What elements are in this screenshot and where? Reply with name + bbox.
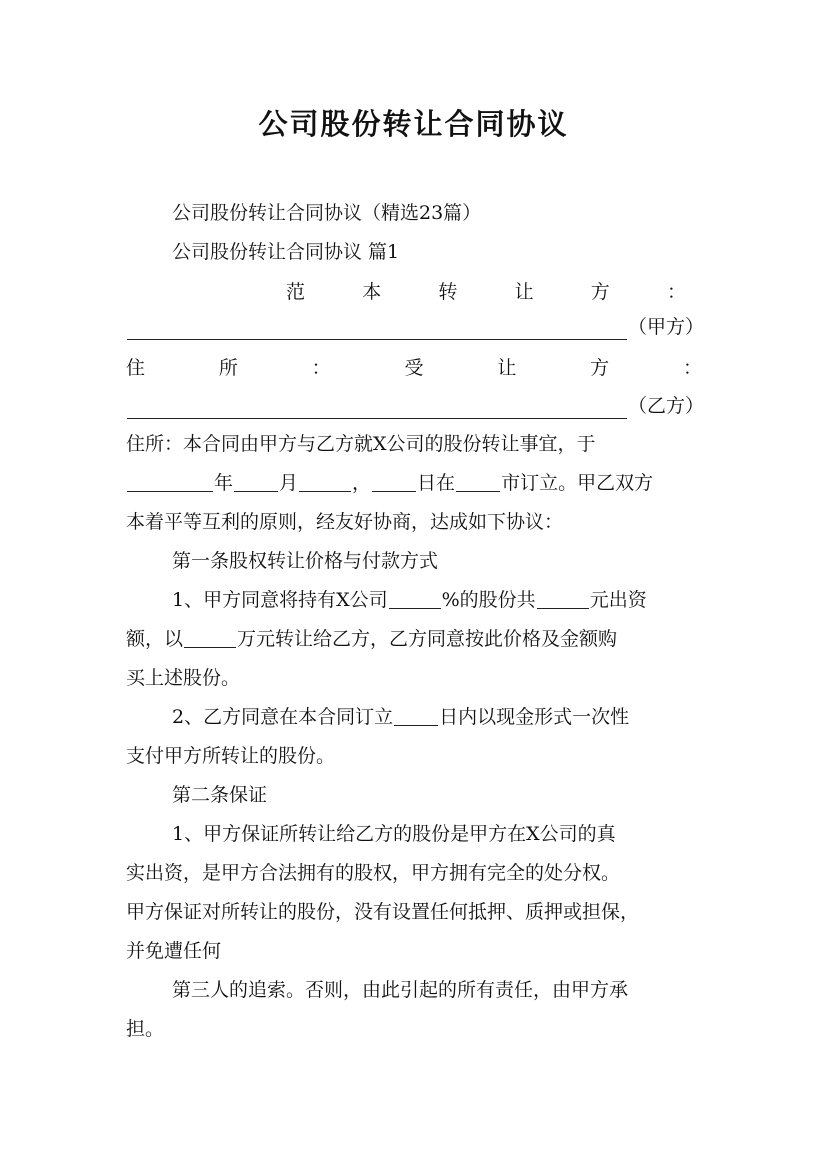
- days-blank: [394, 705, 438, 726]
- transferor-label-row: [286, 279, 686, 305]
- year-label: 年: [214, 472, 234, 494]
- label-char: ：: [311, 357, 331, 379]
- label-char: 本: [362, 281, 382, 303]
- article-2-heading: 第二条保证: [172, 784, 268, 806]
- article-2-clause-1-line-4: 并免遭任何: [126, 940, 222, 962]
- article-2-clause-2-line-2: 担。: [126, 1018, 165, 1040]
- day-blank: [372, 471, 416, 492]
- article-1-clause-1-line-3: 买上述股份。: [126, 667, 241, 689]
- article-1-clause-2-line-1: [172, 704, 702, 730]
- article-2-clause-1-line-3: 甲方保证对所转让的股份，没有设置任何抵押、质押或担保，: [126, 901, 640, 923]
- comma: ，: [352, 472, 372, 494]
- text: 2、乙方同意在本合同订立: [172, 706, 394, 728]
- label-char: 范: [286, 281, 306, 303]
- label-char: 住: [126, 357, 146, 379]
- party-b-name-row: [126, 393, 705, 419]
- price-blank: [184, 627, 236, 648]
- label-char: 方: [590, 357, 610, 379]
- label-char: 让: [497, 357, 517, 379]
- article-2-clause-1-line-2: 实出资，是甲方合法拥有的股权，甲方拥有完全的处分权。: [126, 862, 621, 884]
- party-a-blank: [127, 319, 627, 340]
- month-day-blank: [299, 471, 351, 492]
- subtitle: 公司股份转让合同协议（精选23篇）: [172, 202, 482, 224]
- article-2-clause-2-line-1: 第三人的追索。否则，由此引起的所有责任，由甲方承: [172, 979, 629, 1001]
- day-label: 日在: [417, 472, 456, 494]
- text: 日内以现金形式一次性: [439, 706, 630, 728]
- text: 万元转让给乙方，乙方同意按此价格及金额购: [237, 628, 618, 650]
- article-1-clause-2-line-2: 支付甲方所转让的股份。: [126, 745, 336, 767]
- party-b-suffix: （乙方）: [628, 395, 705, 417]
- text: 额，以: [126, 628, 184, 650]
- label-char: 所: [218, 357, 238, 379]
- party-a-name-row: [126, 314, 705, 340]
- text: 1、甲方同意将持有X公司: [172, 589, 388, 611]
- intro-line-2: [126, 470, 702, 496]
- label-char: ：: [666, 281, 686, 303]
- party-b-blank: [127, 398, 627, 419]
- text: 元出资: [589, 589, 647, 611]
- article-1-clause-1-line-2: [126, 626, 702, 652]
- intro-line-3: 本着平等互利的原则，经友好协商，达成如下协议：: [126, 511, 564, 533]
- capital-blank: [537, 588, 589, 609]
- intro-line-1: 住所：本合同由甲方与乙方就X公司的股份转让事宜，于: [126, 433, 596, 455]
- percent-blank: [389, 588, 441, 609]
- party-a-suffix: （甲方）: [628, 316, 705, 338]
- month-blank: [234, 471, 278, 492]
- label-char: 让: [514, 281, 534, 303]
- label-char: 转: [438, 281, 458, 303]
- city-blank: [456, 471, 500, 492]
- city-label: 市订立。甲乙双方: [501, 472, 654, 494]
- article-2-clause-1-line-1: 1、甲方保证所转让给乙方的股份是甲方在X公司的真: [172, 823, 616, 845]
- article-1-clause-1-line-1: [172, 587, 702, 613]
- year-blank: [127, 471, 213, 492]
- document-title: 公司股份转让合同协议: [258, 107, 569, 141]
- label-char: ：: [682, 357, 702, 379]
- label-char: 受: [404, 357, 424, 379]
- text: %的股份共: [441, 589, 536, 611]
- address-transferee-row: [126, 355, 702, 381]
- article-1-heading: 第一条股权转让价格与付款方式: [172, 550, 439, 572]
- month-label: 月: [279, 472, 299, 494]
- section-heading: 公司股份转让合同协议 篇1: [172, 241, 400, 263]
- label-char: 方: [590, 281, 610, 303]
